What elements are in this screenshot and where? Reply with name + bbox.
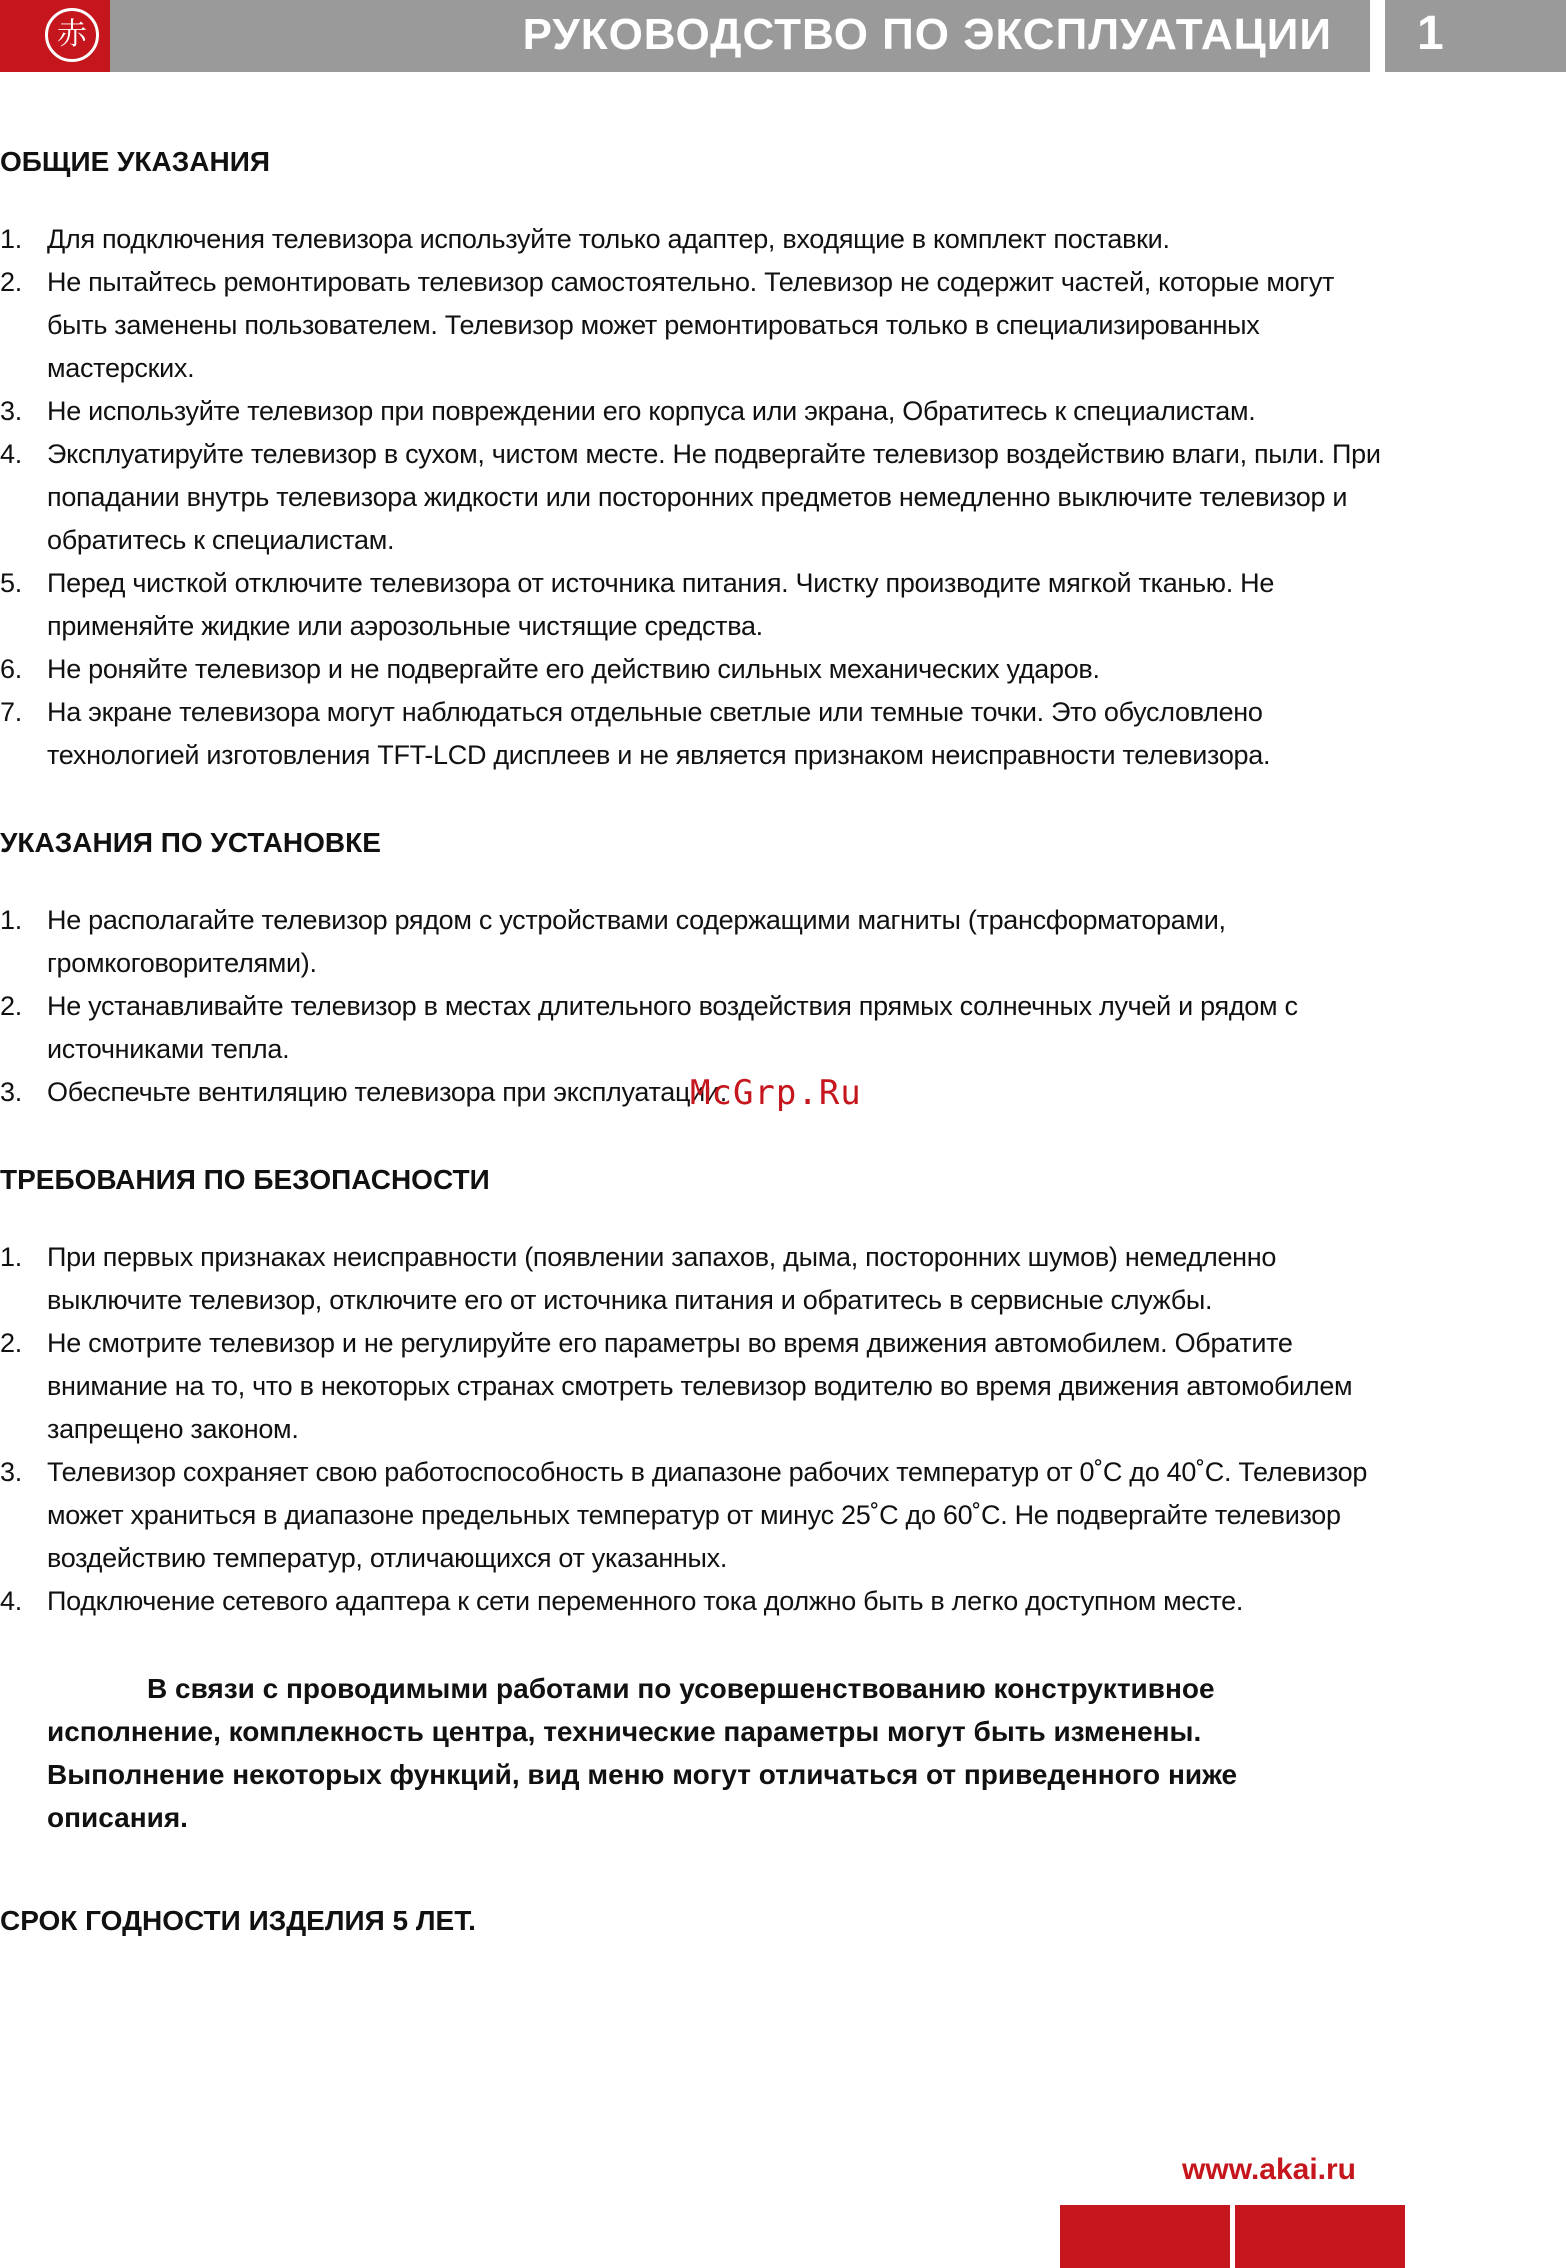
item-number: 3. — [0, 1077, 22, 1107]
item-number: 4. — [0, 1586, 22, 1616]
list-item — [0, 433, 1400, 562]
page-header — [0, 0, 1566, 72]
list-item — [0, 1322, 1400, 1451]
item-number: 6. — [0, 654, 22, 684]
item-number: 4. — [0, 439, 22, 469]
list-item — [0, 261, 1400, 390]
section-title: ОБЩИЕ УКАЗАНИЯ — [0, 146, 270, 177]
item-number: 1. — [0, 1242, 22, 1272]
list-item — [0, 985, 1400, 1071]
list-item — [0, 899, 1400, 985]
footer-bar — [1235, 2205, 1405, 2268]
section-title: УКАЗАНИЯ ПО УСТАНОВКЕ — [0, 827, 381, 858]
item-number: 2. — [0, 991, 22, 1021]
section-title: ТРЕБОВАНИЯ ПО БЕЗОПАСНОСТИ — [0, 1164, 490, 1195]
item-number: 1. — [0, 224, 22, 254]
page-number-box — [1385, 0, 1566, 72]
page-title: РУКОВОДСТВО ПО ЭКСПЛУАТАЦИИ — [522, 10, 1332, 59]
logo — [0, 0, 110, 72]
item-text: Не используйте телевизор при повреждении его корпуса или экрана, Обратитесь к специалистам. — [47, 396, 1256, 426]
item-text: Не роняйте телевизор и не подвергайте его действию сильных механических ударов. — [47, 654, 1100, 684]
list-item — [0, 1236, 1400, 1322]
item-text: Не устанавливайте телевизор в местах длительного воздействия прямых солнечных лучей и рядом с источниками тепла. — [47, 991, 1298, 1064]
list-item — [0, 390, 1400, 433]
item-text: Не смотрите телевизор и не регулируйте его параметры во время движения автомобилем. Обратите внимание на то, что в некоторых странах смотреть телевизор водителю во время движения автомобилем запрещено законом. — [47, 1328, 1353, 1444]
document-body — [0, 140, 1400, 1943]
item-number: 7. — [0, 697, 22, 727]
item-text: Обеспечьте вентиляцию телевизора при эксплуатации. — [47, 1077, 727, 1107]
page-number: 1 — [1417, 7, 1444, 60]
item-number: 2. — [0, 267, 22, 297]
section-installation — [0, 821, 1400, 1114]
item-text: На экране телевизора могут наблюдаться отдельные светлые или темные точки. Это обусловлено технологией изготовления TFT-LCD дисплеев и не является признаком неисправности телевизора. — [47, 697, 1271, 770]
list-item — [0, 691, 1400, 777]
logo-glyph: 赤 — [45, 8, 99, 62]
section-safety — [0, 1158, 1400, 1623]
item-text: Телевизор сохраняет свою работоспособность в диапазоне рабочих температур от 0˚С до 40˚С. Телевизор может храниться в диапазоне предельных температур от минус 25˚С до 60˚С. Не подвергайте телевизор воздействию температур, отличающихся от указанных. — [47, 1457, 1368, 1573]
item-number: 1. — [0, 905, 22, 935]
item-text: Не пытайтесь ремонтировать телевизор самостоятельно. Телевизор не содержит частей, которые могут быть заменены пользователем. Телевизор может ремонтироваться только в специализированных мастерских. — [47, 267, 1335, 383]
item-text: При первых признаках неисправности (появлении запахов, дыма, посторонних шумов) немедленно выключите телевизор, отключите его от источника питания и обратитесь в сервисные службы. — [47, 1242, 1277, 1315]
watermark: McGrp.Ru — [690, 1073, 862, 1113]
item-number: 3. — [0, 396, 22, 426]
shelf-life-note: СРОК ГОДНОСТИ ИЗДЕЛИЯ 5 ЛЕТ. — [0, 1905, 476, 1936]
item-text: Перед чисткой отключите телевизора от источника питания. Чистку производите мягкой тканью. Не применяйте жидкие или аэрозольные чистящие средства. — [47, 568, 1275, 641]
notice-paragraph: В связи с проводимыми работами по усовершенствованию конструктивное исполнение, комплекность центра, технические параметры могут быть изменены. Выполнение некоторых функций, вид меню могут отличаться от приведенного ниже описания. — [47, 1673, 1238, 1833]
section-general — [0, 140, 1400, 777]
instruction-list — [0, 218, 1400, 777]
list-item — [0, 648, 1400, 691]
item-text: Подключение сетевого адаптера к сети переменного тока должно быть в легко доступном месте. — [47, 1586, 1244, 1616]
list-item — [0, 1451, 1400, 1580]
item-number: 3. — [0, 1457, 22, 1487]
website-link[interactable]: www.akai.ru — [1182, 2153, 1356, 2186]
item-text: Эксплуатируйте телевизор в сухом, чистом месте. Не подвергайте телевизор воздействию влаги, пыли. При попадании внутрь телевизора жидкости или посторонних предметов немедленно выключите телевизор и обратитесь к специалистам. — [47, 439, 1381, 555]
footer-bar — [1060, 2205, 1230, 2268]
list-item — [0, 562, 1400, 648]
item-text: Не располагайте телевизор рядом с устройствами содержащими магниты (трансформаторами, громкоговорителями). — [47, 905, 1226, 978]
item-text: Для подключения телевизора используйте только адаптер, входящие в комплект поставки. — [47, 224, 1170, 254]
title-bar — [110, 0, 1370, 72]
list-item — [0, 1580, 1400, 1623]
list-item — [0, 218, 1400, 261]
instruction-list — [0, 1236, 1400, 1623]
item-number: 5. — [0, 568, 22, 598]
item-number: 2. — [0, 1328, 22, 1358]
